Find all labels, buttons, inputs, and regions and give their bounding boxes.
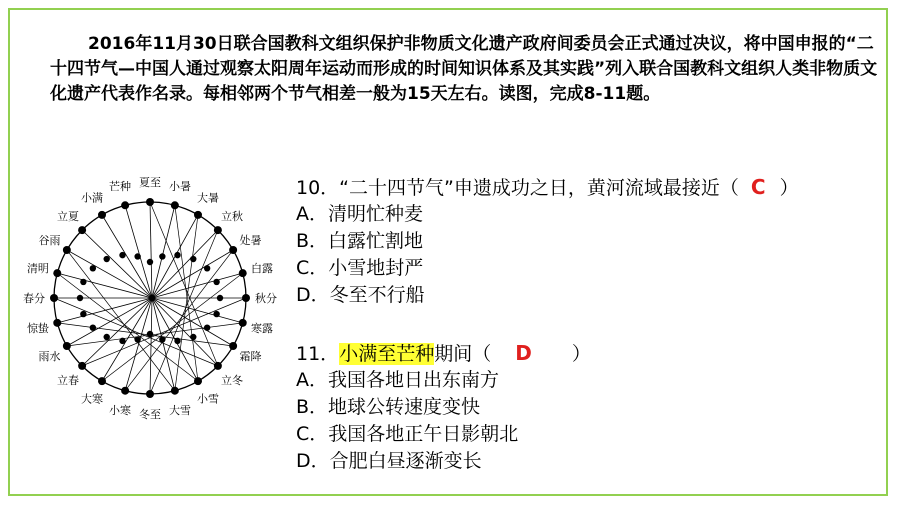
term-point — [121, 201, 129, 209]
q11-stem-highlight: 小满至芒种 — [339, 343, 435, 365]
chord-line — [82, 298, 246, 366]
sun-ray-line — [152, 273, 243, 298]
question-10 — [296, 174, 799, 309]
term-point — [53, 269, 61, 277]
inner-dot — [134, 336, 140, 342]
term-label: 芒种 — [108, 179, 131, 193]
q11-stem-line — [296, 340, 591, 367]
q10-option-b: B．白露忙割地 — [296, 230, 424, 252]
inner-dot — [213, 311, 219, 317]
term-point — [171, 387, 179, 395]
inner-dot — [190, 334, 196, 340]
term-label: 小雪 — [197, 392, 219, 406]
sun-center — [149, 295, 155, 301]
sun-ray-line — [150, 202, 152, 298]
term-label: 小寒 — [108, 404, 131, 418]
term-label: 大寒 — [81, 392, 103, 406]
term-label: 小暑 — [169, 179, 192, 193]
term-point — [242, 294, 250, 302]
q10-close: ） — [779, 177, 799, 199]
term-point — [214, 226, 222, 234]
term-point — [98, 211, 106, 219]
term-label: 白露 — [251, 261, 274, 275]
term-label: 大暑 — [197, 191, 219, 205]
term-point — [194, 211, 202, 219]
inner-dot — [159, 336, 165, 342]
intro-paragraph — [50, 32, 880, 107]
term-label: 雨水 — [38, 350, 61, 363]
term-label: 小满 — [81, 191, 103, 205]
inner-dot — [80, 279, 86, 285]
term-point — [98, 377, 106, 385]
solar-terms-diagram — [10, 160, 300, 460]
inner-dot — [80, 311, 86, 317]
chord-line — [175, 205, 198, 381]
sun-ray-line — [152, 298, 175, 391]
term-point — [78, 226, 86, 234]
term-label: 春分 — [23, 292, 45, 305]
inner-dot — [77, 295, 83, 301]
term-label: 谷雨 — [38, 234, 61, 247]
q11-answer: D — [515, 341, 532, 365]
term-point — [78, 362, 86, 370]
inner-dot — [147, 331, 153, 337]
q10-stem: 10．“二十四节气”申遗成功之日，黄河流域最接近（ — [296, 177, 739, 199]
sun-ray-line — [152, 298, 218, 366]
q11-stem-pre: 11． — [296, 343, 340, 365]
term-point — [63, 342, 71, 350]
q10-option-c: C．小雪地封严 — [296, 257, 424, 279]
inner-dot — [90, 265, 96, 271]
inner-dot — [119, 338, 125, 344]
term-label: 立春 — [56, 374, 79, 388]
term-label: 立秋 — [221, 209, 244, 223]
inner-dot — [119, 252, 125, 258]
term-point — [121, 387, 129, 395]
q10-stem-line — [296, 174, 799, 201]
q11-option-c: C．我国各地正午日影朝北 — [296, 423, 519, 445]
inner-dot — [213, 279, 219, 285]
intro-text: 2016年11月30日联合国教科文组织保护非物质文化遗产政府间委员会正式通过决议，将中国申报的“二十四节气—中国人通过观察太阳周年运动而形成的时间知识体系及其实践”列入联合国教科文组织人类非物质文化遗产代表作名录。每相邻两个节气相差一般为15天左右。读图，完成8-11题。 — [50, 34, 878, 104]
term-label: 处暑 — [239, 234, 262, 247]
q10-option-a: A．清明忙种麦 — [296, 203, 423, 225]
sun-ray-line — [152, 230, 218, 298]
sun-ray-line — [57, 273, 152, 298]
chord-line — [175, 215, 198, 391]
term-label: 夏至 — [139, 176, 161, 189]
inner-dot — [134, 253, 140, 259]
term-label: 清明 — [26, 261, 49, 275]
term-point — [146, 198, 154, 206]
term-label: 霜降 — [239, 350, 262, 363]
term-label: 寒露 — [251, 322, 274, 336]
sun-ray-line — [152, 298, 243, 323]
q11-option-b: B．地球公转速度变快 — [296, 396, 481, 418]
term-point — [146, 390, 154, 398]
term-point — [239, 269, 247, 277]
inner-dot — [190, 256, 196, 262]
sun-ray-line — [125, 205, 152, 298]
term-point — [171, 201, 179, 209]
q11-option-d: D．合肥白昼逐渐变长 — [296, 450, 482, 472]
sun-ray-line — [125, 298, 152, 391]
inner-dot — [204, 324, 210, 330]
chord-line — [54, 298, 218, 366]
term-label: 立冬 — [221, 374, 244, 388]
inner-dot — [174, 252, 180, 258]
inner-dot — [147, 259, 153, 265]
q11-option-a: A．我国各地日出东南方 — [296, 369, 499, 391]
term-label: 大雪 — [169, 404, 192, 418]
term-label: 冬至 — [139, 408, 161, 421]
term-point — [53, 319, 61, 327]
inner-dot — [104, 334, 110, 340]
term-point — [239, 319, 247, 327]
term-point — [229, 246, 237, 254]
inner-dot — [90, 324, 96, 330]
term-point — [229, 342, 237, 350]
diagram-group — [23, 176, 277, 421]
inner-dot — [204, 265, 210, 271]
q11-close: ） — [571, 343, 591, 365]
inner-dot — [217, 295, 223, 301]
q10-option-d: D．冬至不行船 — [296, 284, 425, 306]
term-point — [63, 246, 71, 254]
inner-dot — [174, 338, 180, 344]
q10-answer: C — [750, 175, 766, 199]
question-11 — [296, 340, 591, 475]
inner-dot — [159, 253, 165, 259]
term-point — [50, 294, 58, 302]
term-point — [194, 377, 202, 385]
sun-ray-line — [152, 205, 175, 298]
term-point — [214, 362, 222, 370]
term-label: 惊蛰 — [26, 322, 49, 336]
term-label: 秋分 — [255, 292, 277, 305]
q11-stem-post: 期间（ — [434, 343, 492, 365]
inner-dot — [104, 256, 110, 262]
term-label: 立夏 — [56, 209, 79, 223]
